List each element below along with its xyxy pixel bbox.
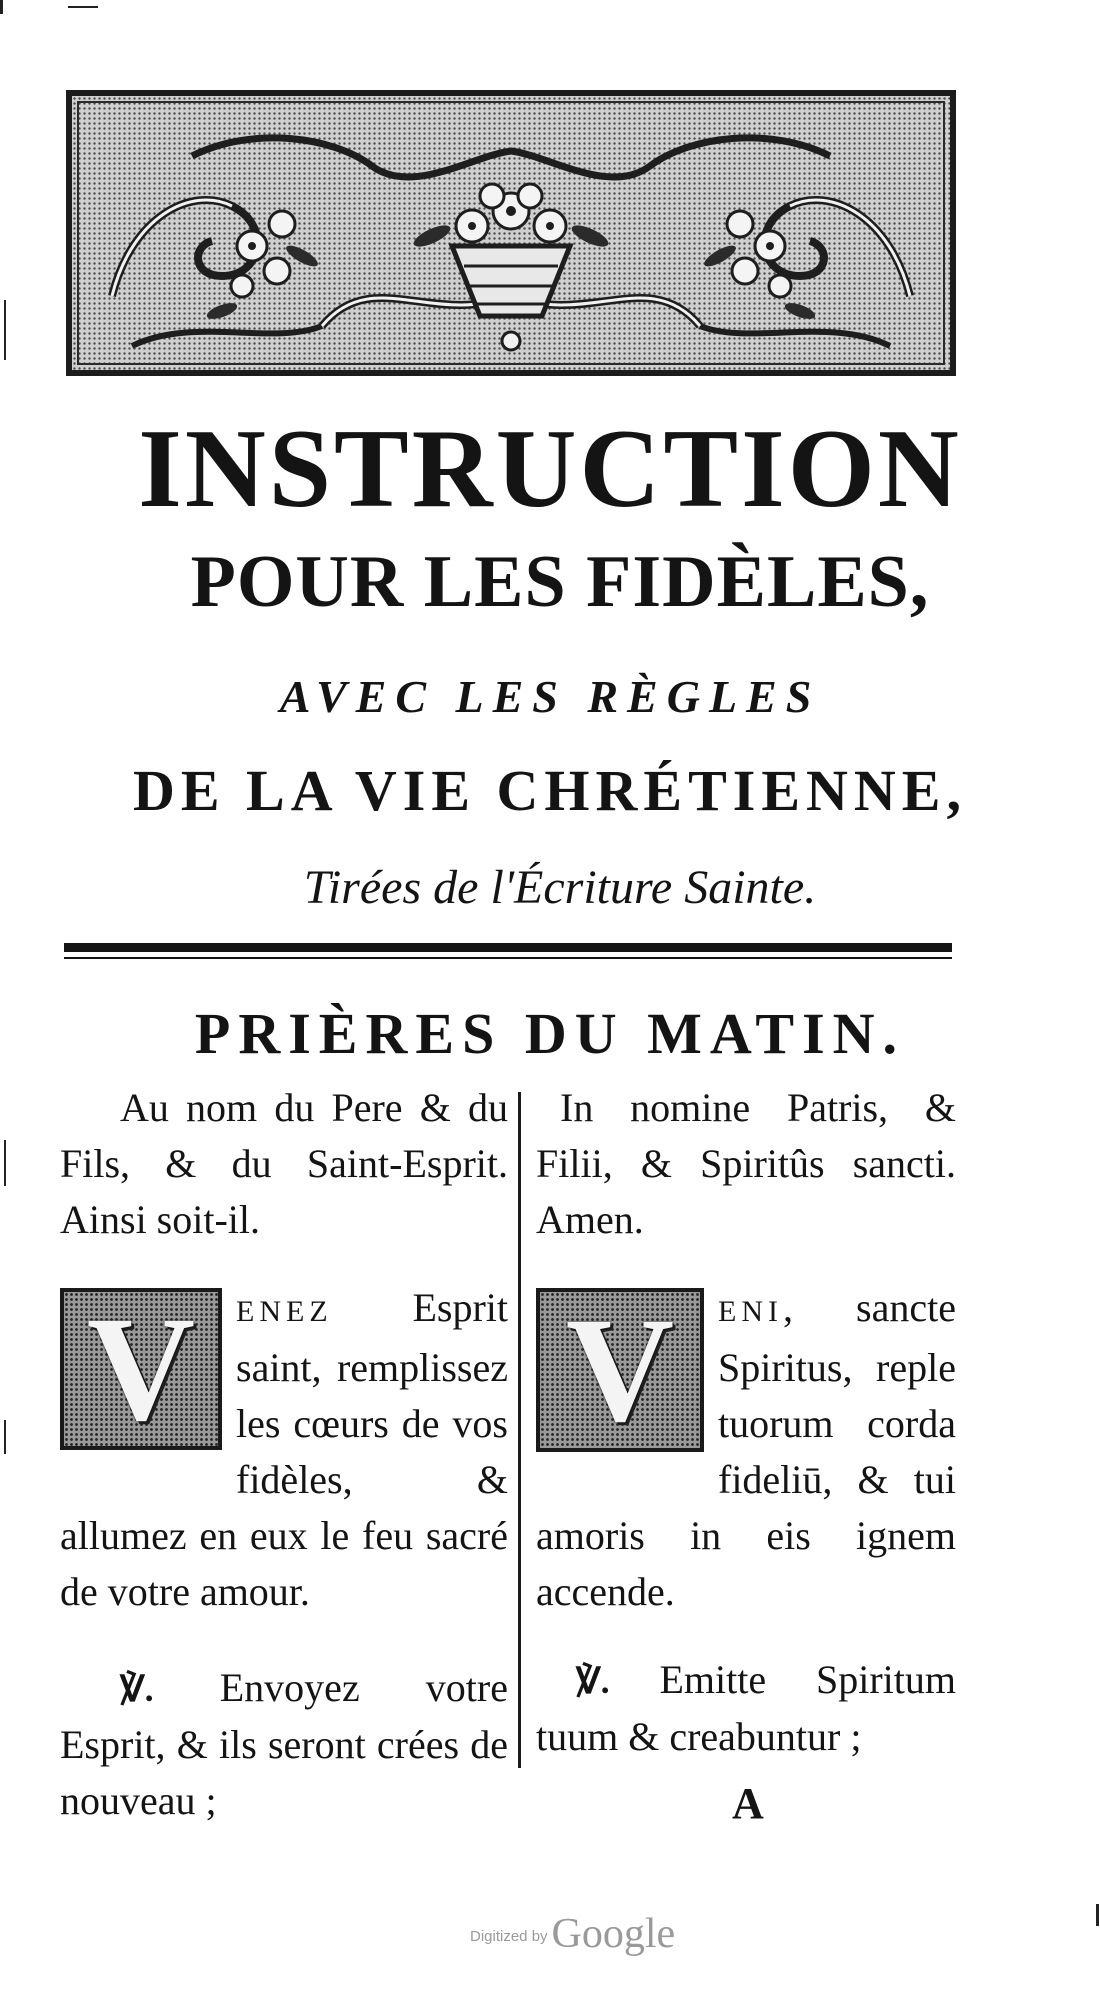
versicle-symbol: ℣.	[576, 1661, 610, 1701]
scan-mark-right	[1096, 1904, 1099, 1926]
latin-column	[536, 1080, 956, 1765]
french-versicle-text: Envoyez votre Esprit, & ils seront crées de nouveau ;	[60, 1665, 508, 1823]
digitized-watermark	[470, 1910, 675, 1958]
title-line-5: Tirées de l'Écriture Sainte.	[303, 861, 817, 914]
french-invocation: Au nom du Pere & du Fils, & du Saint-Esprit. Ainsi soit-il.	[60, 1085, 508, 1242]
latin-prayer-paragraph	[536, 1280, 956, 1620]
drop-cap-letter: V	[565, 1287, 675, 1453]
scan-mark-top-left	[0, 0, 3, 14]
drop-cap-ornament	[60, 1288, 222, 1450]
double-rule-thin	[64, 957, 952, 959]
drop-cap-ornament	[536, 1288, 704, 1452]
scan-mark-top	[68, 6, 98, 8]
latin-prayer-smallcaps: ENI	[718, 1295, 783, 1328]
drop-cap-letter: V	[86, 1286, 196, 1452]
title-line-4: DE LA VIE CHRÉTIENNE,	[132, 758, 967, 823]
signature-mark: A	[732, 1779, 764, 1828]
title-line-3: AVEC LES RÈGLES	[279, 671, 821, 722]
headpiece-ornament-drawing	[72, 96, 950, 370]
versicle-symbol: ℣.	[120, 1669, 154, 1709]
title-line-2: POUR LES FIDÈLES,	[190, 541, 930, 623]
column-divider	[518, 1092, 521, 1768]
french-column	[60, 1080, 508, 1829]
latin-invocation: In nomine Patris, & Filii, & Spiritûs sancti. Amen.	[536, 1085, 956, 1242]
french-prayer-smallcaps: ENEZ	[236, 1295, 333, 1328]
ornamental-headpiece	[66, 90, 956, 376]
title-line-1: INSTRUCTION	[138, 407, 962, 531]
section-heading: PRIÈRES DU MATIN.	[194, 1001, 906, 1066]
scan-mark-left-1	[4, 300, 6, 360]
french-prayer-paragraph	[60, 1280, 508, 1620]
scan-mark-left-2	[4, 1140, 6, 1186]
latin-versicle-text: Emitte Spiritum tuum & creabuntur ;	[536, 1657, 956, 1759]
watermark-prefix: Digitized by	[470, 1928, 548, 1945]
french-prayer-text: Esprit saint, remplissez les cœurs de vos fidèles, & allumez en eux le feu sacré de votre amour.	[60, 1285, 508, 1614]
double-rule-thick	[64, 943, 952, 952]
scan-mark-left-3	[4, 1420, 6, 1454]
french-versicle	[60, 1660, 508, 1829]
watermark-brand: Google	[551, 1911, 676, 1957]
latin-prayer-text: , sancte Spiritus, reple tuorum corda fideliū, & tui amoris in eis ignem accende.	[536, 1285, 956, 1614]
latin-versicle	[536, 1652, 956, 1765]
